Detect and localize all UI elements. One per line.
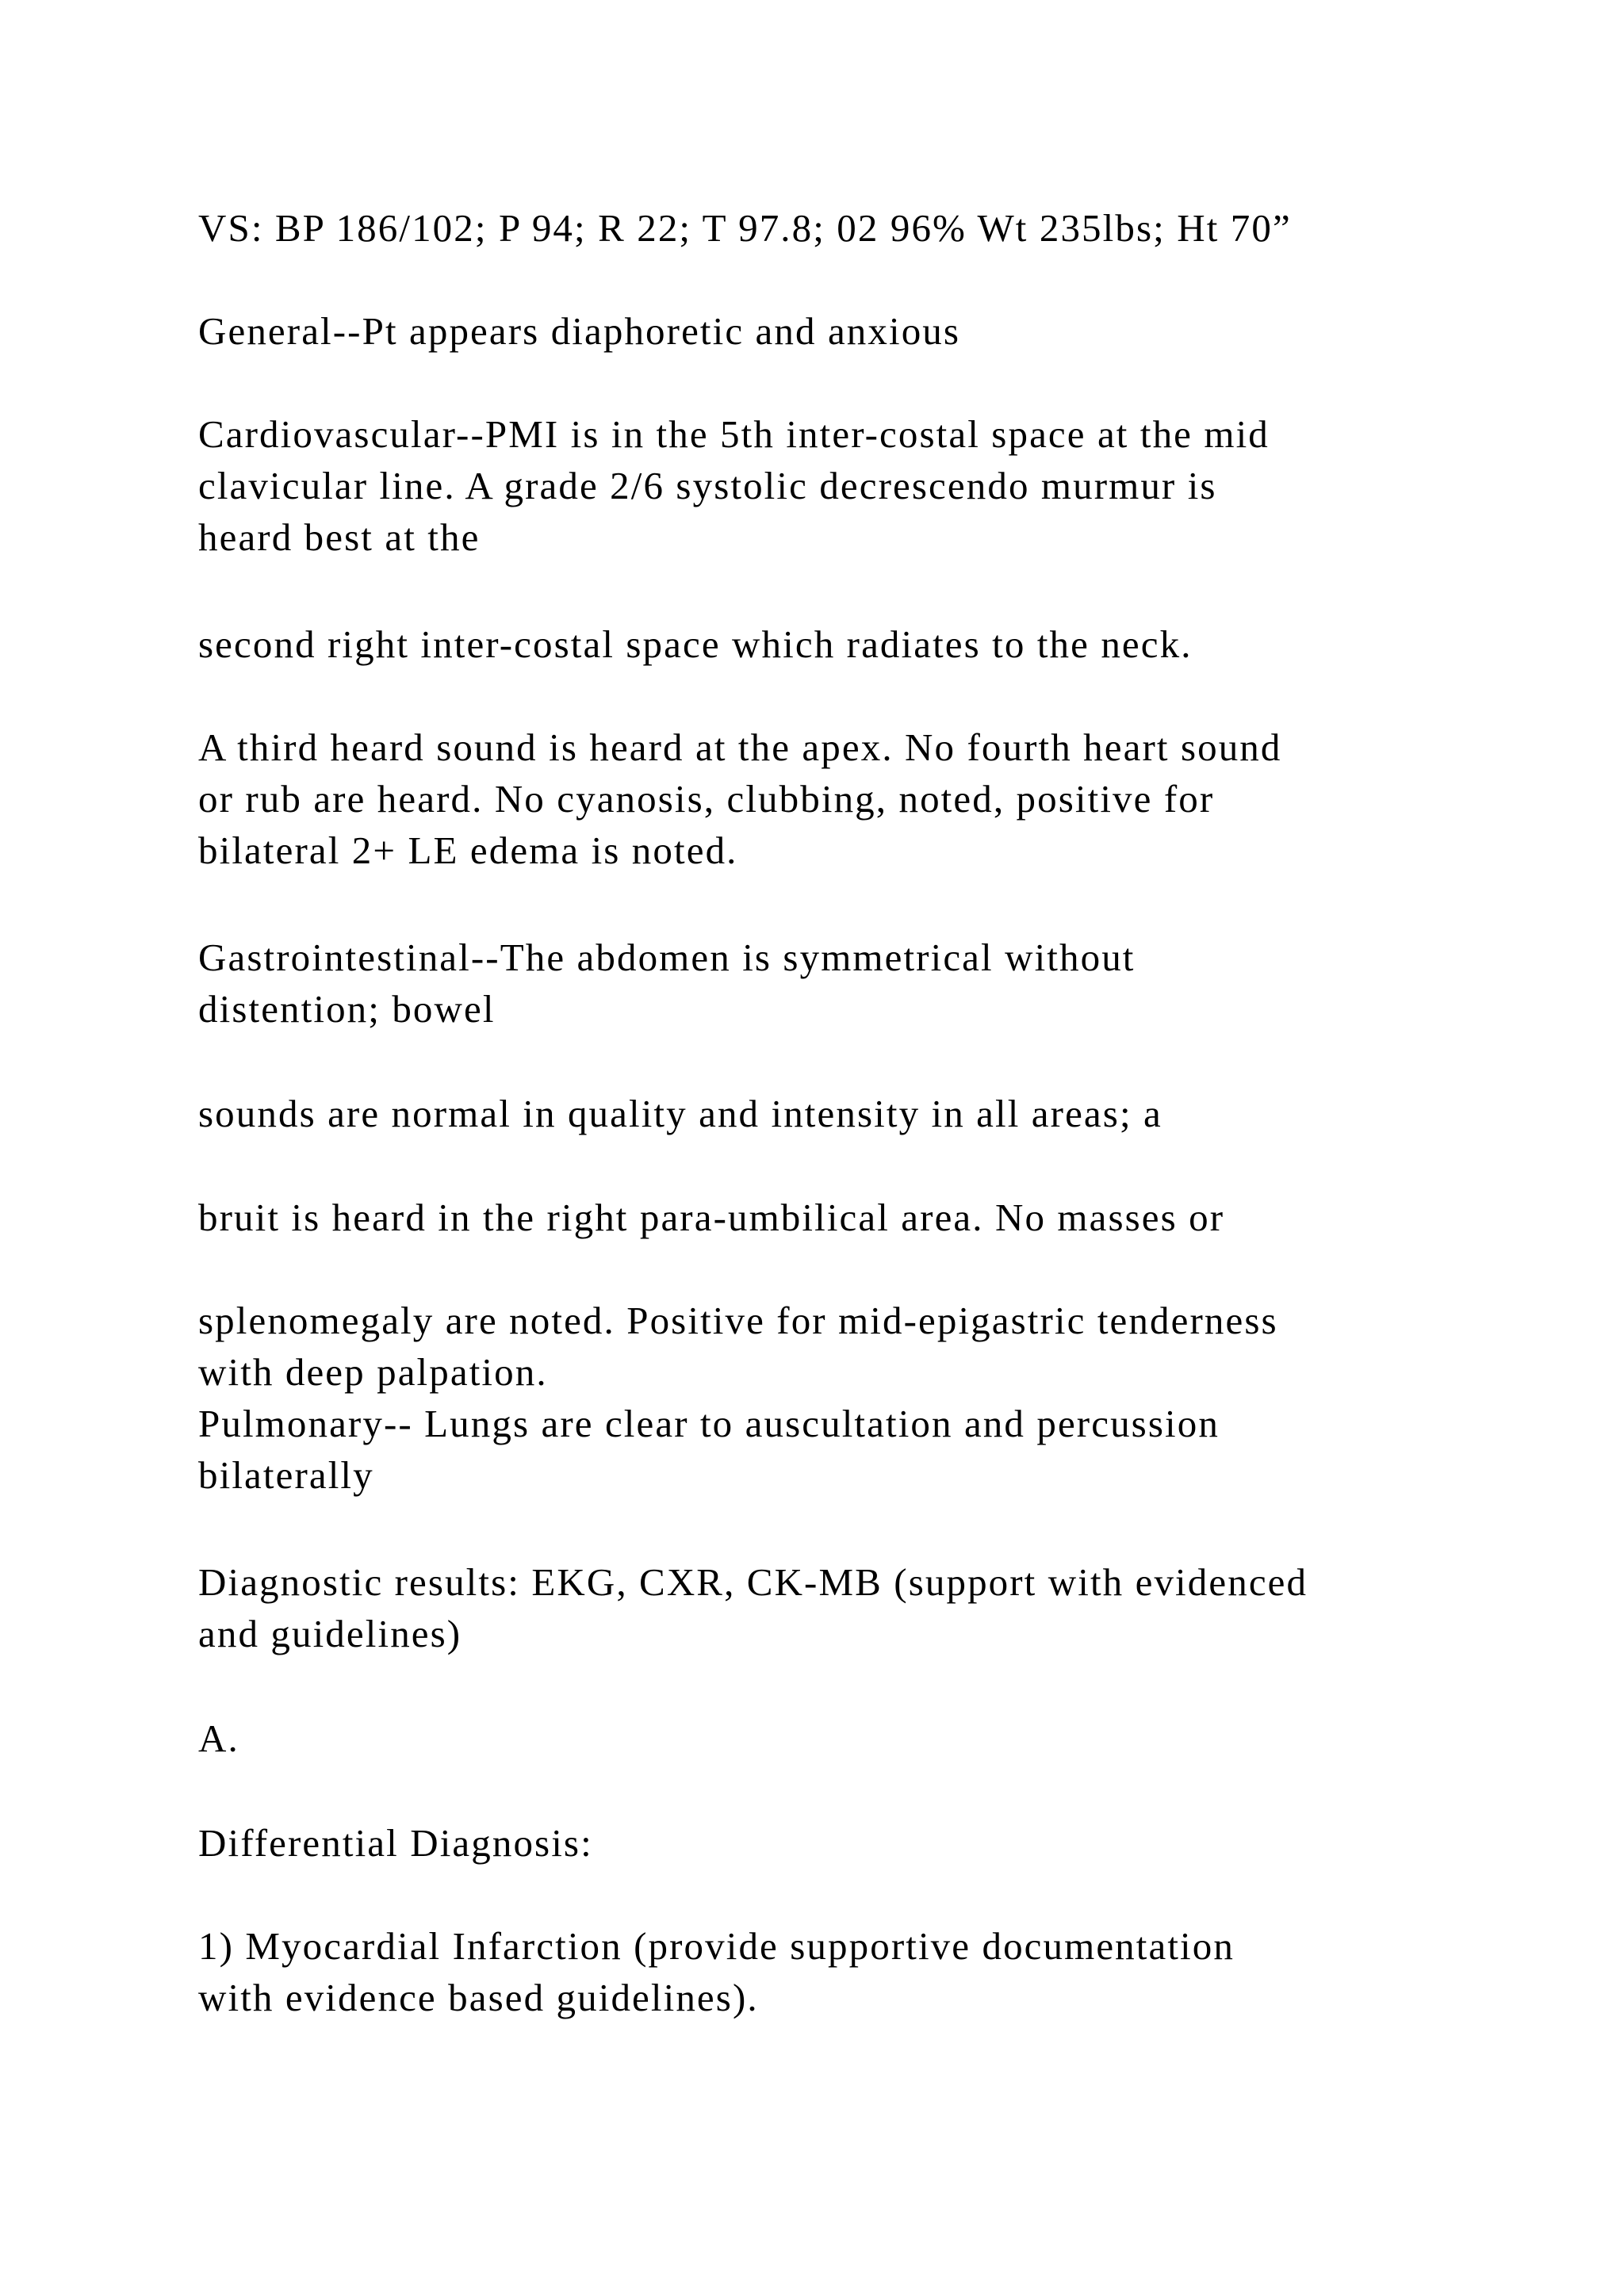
assessment-heading <box>198 1712 1546 1764</box>
text-line: or rub are heard. No cyanosis, clubbing, noted, positive for <box>198 777 1215 821</box>
general-paragraph <box>198 305 1546 357</box>
text-line: bruit is heard in the right para-umbilical area. No masses or <box>198 1196 1225 1239</box>
bruit-paragraph <box>198 1192 1546 1243</box>
cardiovascular-paragraph <box>198 408 1546 563</box>
text-line: sounds are normal in quality and intensity in all areas; a <box>198 1092 1162 1135</box>
heart-sounds-paragraph <box>198 721 1546 876</box>
text-line: Differential Diagnosis: <box>198 1821 593 1865</box>
text-line: distention; bowel <box>198 987 496 1031</box>
text-line: Gastrointestinal--The abdomen is symmetrical without <box>198 936 1136 979</box>
text-line: bilaterally <box>198 1453 374 1497</box>
text-line: VS: BP 186/102; P 94; R 22; T 97.8; 02 96% Wt 235lbs; Ht 70” <box>198 206 1292 250</box>
text-line: A third heard sound is heard at the apex. No fourth heart sound <box>198 725 1282 769</box>
text-line: second right inter-costal space which radiates to the neck. <box>198 622 1193 666</box>
text-line: A. <box>198 1716 239 1760</box>
diagnostic-results-paragraph <box>198 1556 1546 1659</box>
text-line: Diagnostic results: EKG, CXR, CK-MB (support with evidenced <box>198 1560 1308 1604</box>
diagnosis-item-1 <box>198 1920 1546 2023</box>
text-line: bilateral 2+ LE edema is noted. <box>198 828 738 872</box>
text-line: clavicular line. A grade 2/6 systolic decrescendo murmur is <box>198 464 1217 507</box>
text-line: General--Pt appears diaphoretic and anxious <box>198 309 961 353</box>
bowel-sounds-paragraph <box>198 1088 1546 1139</box>
vital-signs-line <box>198 202 1546 254</box>
gastrointestinal-paragraph <box>198 932 1546 1035</box>
differential-diagnosis-heading <box>198 1817 1546 1869</box>
text-line: Cardiovascular--PMI is in the 5th inter-costal space at the mid <box>198 412 1270 456</box>
splenomegaly-pulmonary-paragraph <box>198 1295 1546 1501</box>
text-line: with evidence based guidelines). <box>198 1976 759 2019</box>
text-line: and guidelines) <box>198 1612 462 1655</box>
text-line: 1) Myocardial Infarction (provide supportive documentation <box>198 1924 1235 1968</box>
text-line: with deep palpation. <box>198 1350 548 1394</box>
text-line: heard best at the <box>198 515 481 559</box>
cardiovascular-continued-paragraph <box>198 618 1546 670</box>
text-line: Pulmonary-- Lungs are clear to auscultation and percussion <box>198 1402 1220 1445</box>
text-line: splenomegaly are noted. Positive for mid-epigastric tenderness <box>198 1299 1278 1342</box>
